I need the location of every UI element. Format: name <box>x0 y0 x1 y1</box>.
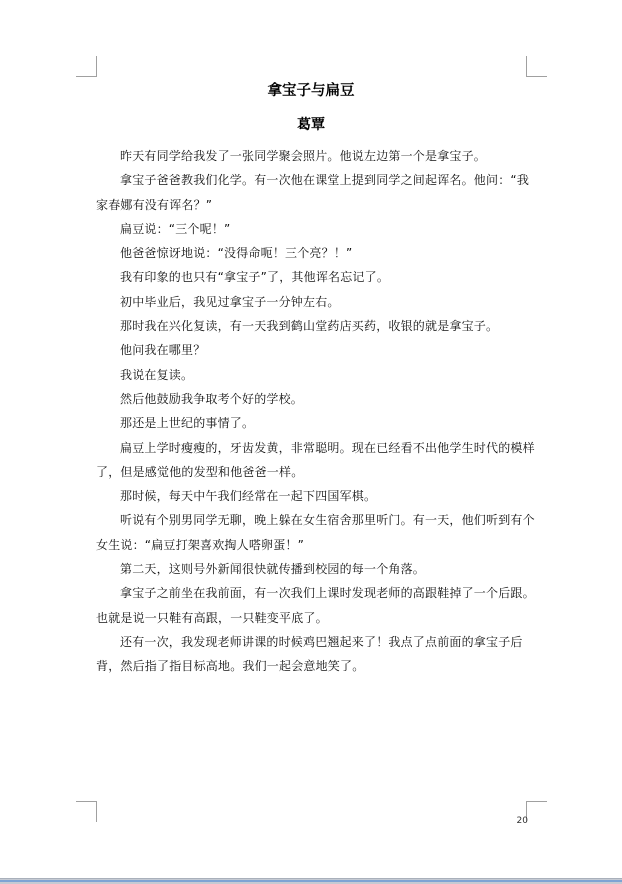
page-number: 20 <box>516 816 528 826</box>
paragraph: 我有印象的也只有“拿宝子”了，其他诨名忘记了。 <box>120 270 390 285</box>
crop-mark-bottom-right <box>526 801 547 822</box>
paragraph: 他爸爸惊讶地说：“没得命呃！三个亮？！” <box>120 246 353 261</box>
paragraph: 然后他鼓励我争取考个好的学校。 <box>120 391 304 406</box>
paragraph: 听说有个别男同学无聊，晚上躲在女生宿舍那里听门。有一天，他们听到有个女生说：“扁豆打架喜欢掏人嗒卵蛋！” <box>96 513 535 552</box>
paragraph: 那时我在兴化复读，有一天我到鹤山堂药店买药，收银的就是拿宝子。 <box>120 319 499 334</box>
paragraph: 第二天，这则号外新闻很快就传播到校园的每一个角落。 <box>120 562 426 577</box>
paragraph: 昨天有同学给我发了一张同学聚会照片。他说左边第一个是拿宝子。 <box>120 149 487 163</box>
paragraph: 扁豆上学时瘦瘦的，牙齿发黄，非常聪明。现在已经看不出他学生时代的模样了，但是感觉他的发型和他爸爸一样。 <box>96 440 535 479</box>
crop-mark-bottom-left <box>76 801 97 822</box>
paragraph: 扁豆说：“三个呢！” <box>120 221 231 236</box>
paragraph: 那还是上世纪的事情了。 <box>120 416 255 431</box>
document-author: 葛覃 <box>297 117 325 133</box>
crop-mark-top-right <box>526 56 547 77</box>
paragraph: 那时候，每天中午我们经常在一起下四国军棋。 <box>120 489 377 504</box>
document-title: 拿宝子与扁豆 <box>267 83 355 99</box>
paragraph: 拿宝子爸爸教我们化学。有一次他在课堂上提到同学之间起诨名。他问：“我家春娜有没有诨名？” <box>96 173 530 212</box>
paragraph: 还有一次，我发现老师讲课的时候鸡巴翘起来了！我点了点前面的拿宝子后背，然后指了指目标高地。我们一起会意地笑了。 <box>96 634 523 674</box>
paragraph: 他问我在哪里？ <box>120 343 206 358</box>
paragraph: 初中毕业后，我见过拿宝子一分钟左右。 <box>120 294 340 309</box>
bottom-accent-line <box>0 880 622 882</box>
bottom-scroll-edge <box>0 878 622 884</box>
paragraph: 拿宝子之前坐在我前面，有一次我们上课时发现老师的高跟鞋掉了一个后跟。也就是说一只鞋有高跟，一只鞋变平底了。 <box>96 586 535 625</box>
crop-mark-top-left <box>76 56 97 77</box>
document-body <box>96 144 536 679</box>
paragraph: 我说在复读。 <box>120 367 194 382</box>
